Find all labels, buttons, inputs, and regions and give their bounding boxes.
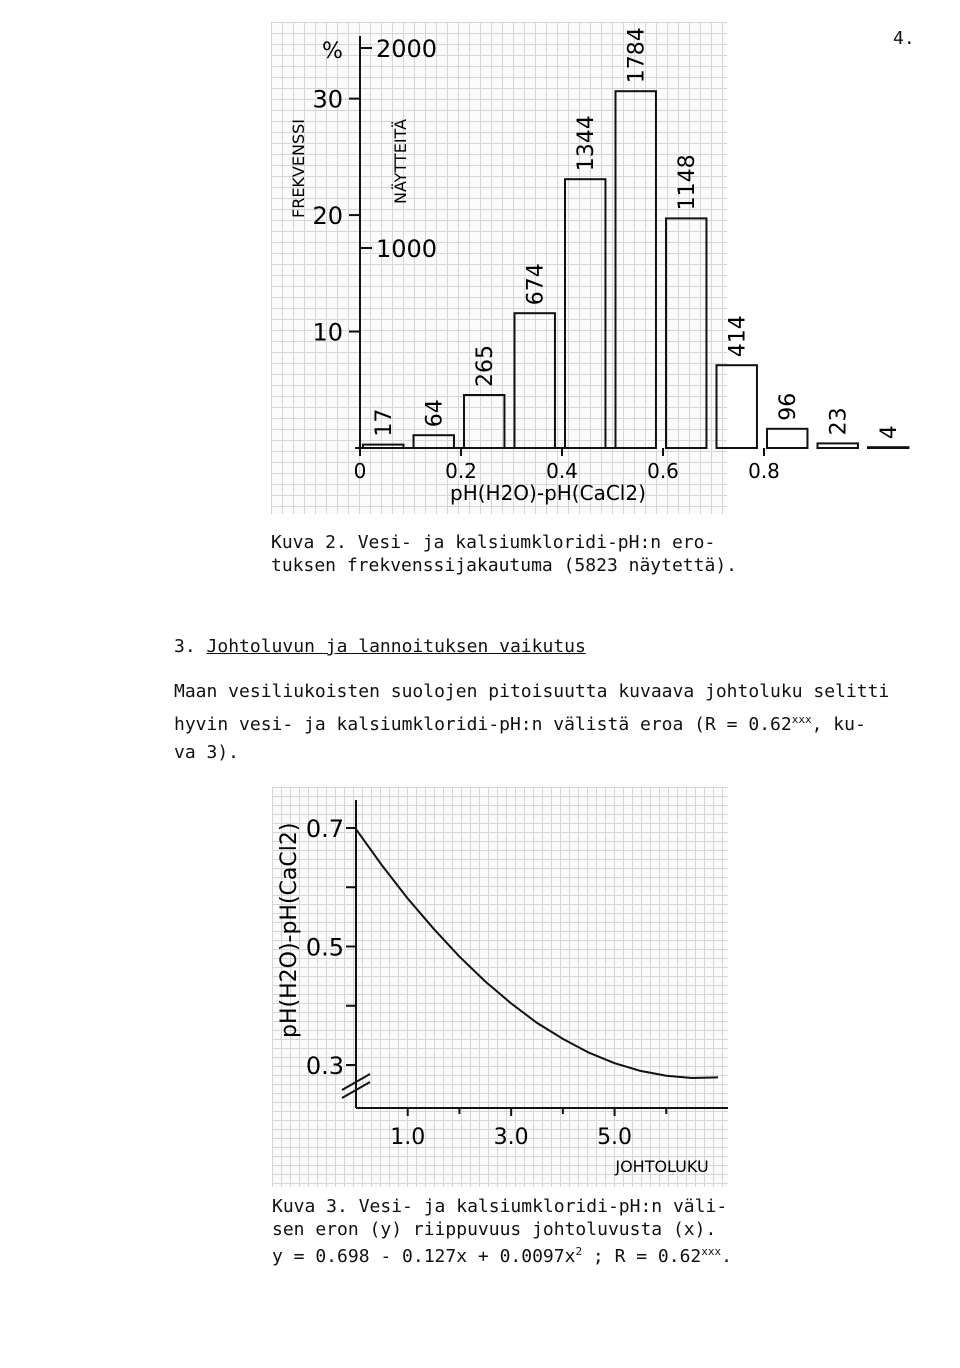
y-tick-label: 0.5 xyxy=(305,933,344,962)
figure2-caption-line: tuksen frekvenssijakautuma (5823 näytettä). xyxy=(271,555,737,576)
histogram-bar xyxy=(565,179,605,448)
section-heading xyxy=(174,636,586,657)
bar-value-label: 4 xyxy=(877,425,903,440)
histogram-bar xyxy=(464,395,504,448)
frequency-axis-title: FREKVENSSI xyxy=(289,119,308,218)
histogram-bar xyxy=(515,313,555,448)
significance-marker: xxx xyxy=(791,713,812,726)
x-tick-label: 5.0 xyxy=(597,1125,633,1150)
bar-value-label: 1344 xyxy=(574,115,600,172)
bar-value-label: 1148 xyxy=(675,154,701,211)
percent-tick-label: 30 xyxy=(312,85,343,114)
x-tick-label: 1.0 xyxy=(390,1125,426,1150)
y-tick-label: 0.3 xyxy=(305,1052,344,1080)
bar-value-label: 674 xyxy=(523,263,549,306)
formula-main: y = 0.698 - 0.127x + 0.0097x xyxy=(272,1246,576,1267)
histogram-bar xyxy=(717,365,757,448)
figure3-formula xyxy=(272,1241,732,1268)
figure2-caption xyxy=(271,531,737,577)
bar-value-label: 265 xyxy=(473,345,499,387)
x-tick-label: 0.2 xyxy=(445,459,477,483)
paragraph-line-2 xyxy=(174,706,914,739)
figure2-bars xyxy=(363,91,908,448)
x-tick-label: 0.6 xyxy=(647,459,679,483)
x-axis-title: JOHTOLUKU xyxy=(615,1157,709,1176)
paragraph-line-tail: , ku- xyxy=(811,714,866,735)
x-tick-label: 0 xyxy=(353,459,367,483)
histogram-bar xyxy=(868,447,908,448)
formula-end: . xyxy=(721,1246,732,1267)
histogram-bar xyxy=(414,435,454,448)
figure3-caption-line: sen eron (y) riippuvuus johtoluvusta (x). xyxy=(272,1219,717,1240)
bar-value-label: 17 xyxy=(372,408,398,437)
x-tick-label: 0.4 xyxy=(546,459,578,483)
figure3-caption xyxy=(272,1195,732,1268)
bar-value-label: 1784 xyxy=(624,27,650,84)
figure2-labels xyxy=(289,27,902,505)
percent-tick-label: 10 xyxy=(312,318,343,347)
bar-value-label: 414 xyxy=(725,315,751,358)
histogram-bar xyxy=(616,91,656,448)
histogram-bar xyxy=(767,429,807,448)
paragraph-line: va 3). xyxy=(174,742,240,763)
bar-value-label: 96 xyxy=(776,392,802,421)
figure3-regression-curve xyxy=(356,829,718,1078)
paragraph-line: hyvin vesi- ja kalsiumkloridi-pH:n välistä eroa (R = 0.62 xyxy=(174,714,792,735)
formula-exponent: 2 xyxy=(575,1245,583,1258)
figure3-line-chart xyxy=(0,760,960,1200)
page-number: 4. xyxy=(893,28,915,49)
figure3-labels xyxy=(277,815,709,1176)
histogram-bar xyxy=(818,443,858,448)
x-tick-label: 0.8 xyxy=(748,459,780,483)
bar-value-label: 23 xyxy=(826,407,852,436)
histogram-bar xyxy=(363,445,403,448)
figure2-histogram xyxy=(0,0,960,540)
count-tick-label: 2000 xyxy=(376,35,438,63)
x-tick-label: 3.0 xyxy=(493,1125,529,1150)
figure3-axes xyxy=(342,800,728,1116)
x-axis-title: pH(H2O)-pH(CaCl2) xyxy=(450,481,646,505)
significance-marker: xxx xyxy=(701,1245,722,1258)
percent-tick-label: 20 xyxy=(312,202,343,231)
formula-r: ; R = 0.62 xyxy=(582,1246,702,1267)
y-axis-title: pH(H2O)-pH(CaCl2) xyxy=(277,822,302,1038)
section-title: Johtoluvun ja lannoituksen vaikutus xyxy=(206,636,586,657)
samples-axis-title: NÄYTTEITÄ xyxy=(391,118,410,204)
count-tick-label: 1000 xyxy=(376,235,438,263)
section-number: 3. xyxy=(174,636,196,657)
percent-unit-label: % xyxy=(322,39,343,64)
y-tick-label: 0.7 xyxy=(305,815,344,843)
figure3-caption-line: Kuva 3. Vesi- ja kalsiumkloridi-pH:n väli- xyxy=(272,1196,728,1217)
section-paragraph xyxy=(174,678,914,767)
bar-value-label: 64 xyxy=(422,399,448,428)
figure2-caption-line: Kuva 2. Vesi- ja kalsiumkloridi-pH:n ero- xyxy=(271,532,716,553)
paragraph-line: Maan vesiliukoisten suolojen pitoisuutta kuvaava johtoluku selitti xyxy=(174,681,890,702)
histogram-bar xyxy=(666,218,706,448)
